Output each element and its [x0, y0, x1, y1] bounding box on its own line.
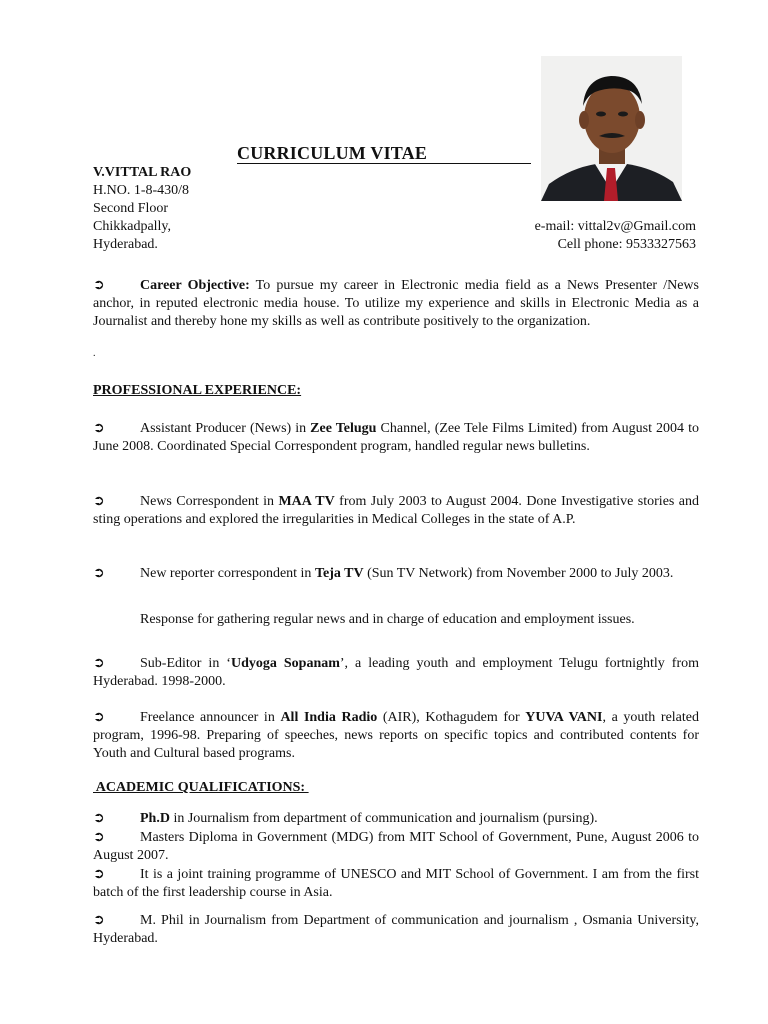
degree-name: Ph.D	[140, 811, 170, 826]
objective-label: Career Objective:	[140, 278, 250, 293]
academic-item-mdg	[93, 828, 699, 865]
stray-dot: .	[93, 348, 96, 359]
page-title: CURRICULUM VITAE	[237, 143, 531, 164]
experience-text: New reporter correspondent in	[140, 566, 315, 581]
address-line-2: Second Floor	[93, 201, 169, 216]
address-line-1: H.NO. 1-8-430/8	[93, 183, 190, 198]
employer-name: MAA TV	[278, 494, 335, 509]
academic-item-unesco	[93, 865, 699, 902]
experience-text: Freelance announcer in	[140, 710, 281, 725]
experience-text: from July 2003 to August 2004. Done Investigative stories and sting operations and explored the irregularities in Medical Colleges in the state of A.P.	[93, 494, 699, 527]
career-objective	[93, 276, 699, 331]
experience-text: Sub-Editor in ‘	[140, 656, 231, 671]
experience-item-maa	[93, 492, 699, 529]
arrow-bullet-icon: ➲	[93, 493, 105, 509]
experience-item-air	[93, 708, 699, 763]
academic-text: M. Phil in Journalism from Department of communication and journalism , Osmania University, Hyderabad.	[93, 913, 699, 946]
experience-text: (Sun TV Network) from November 2000 to July 2003.	[363, 566, 674, 581]
experience-item-teja	[93, 564, 699, 583]
experience-text: ’, a leading youth and employment Telugu fortnightly from Hyderabad. 1998-2000.	[93, 656, 699, 689]
email-line: e-mail: vittal2v@Gmail.com	[534, 219, 696, 234]
arrow-bullet-icon: ➲	[93, 277, 105, 293]
teja-note: Response for gathering regular news and in charge of education and employment issues.	[140, 612, 635, 627]
arrow-bullet-icon: ➲	[93, 709, 105, 725]
program-name: YUVA VANI	[525, 710, 603, 725]
experience-item-zee	[93, 419, 699, 456]
arrow-bullet-icon: ➲	[93, 829, 105, 845]
person-photo-icon	[541, 56, 682, 201]
arrow-bullet-icon: ➲	[93, 655, 105, 671]
employer-name: Teja TV	[314, 566, 364, 581]
phone-line: Cell phone: 9533327563	[557, 237, 696, 252]
experience-item-udyoga	[93, 654, 699, 691]
academic-text: in Journalism from department of communication and journalism (pursing).	[169, 811, 598, 826]
address-line-3: Chikkadpally,	[93, 219, 172, 234]
academic-text: It is a joint training programme of UNESCO and MIT School of Government. I am from the first batch of the first leadership course in Asia.	[93, 867, 699, 900]
experience-text: Assistant Producer (News) in	[140, 421, 311, 436]
candidate-name: V.VITTAL RAO	[93, 165, 192, 180]
objective-text: To pursue my career in Electronic media field as a News Presenter /News anchor, in reputed electronic media house. To utilize my experience and skills in Electronic Media as a Journalist and thereby hone my skills as well as contribute positively to the organization.	[93, 278, 699, 329]
academic-text: Masters Diploma in Government (MDG) from MIT School of Government, Pune, August 2006 to August 2007.	[93, 830, 699, 863]
experience-text: News Correspondent in	[140, 494, 279, 509]
employer-name: Zee Telugu	[310, 421, 377, 436]
arrow-bullet-icon: ➲	[93, 565, 105, 581]
experience-text: Channel, (Zee Tele Films Limited) from August 2004 to June 2008. Coordinated Special Correspondent program, handled regular news bulletins.	[93, 421, 699, 454]
academic-item-phd	[93, 809, 699, 828]
profile-photo	[541, 56, 682, 201]
arrow-bullet-icon: ➲	[93, 866, 105, 882]
experience-text: , a youth related program, 1996-98. Preparing of speeches, news reports on specific topics and contributed contents for Youth and Cultural based programs.	[93, 710, 700, 761]
address-line-4: Hyderabad.	[93, 237, 158, 252]
experience-text: (AIR), Kothagudem for	[377, 710, 526, 725]
arrow-bullet-icon: ➲	[93, 810, 105, 826]
employer-name: Udyoga Sopanam	[230, 656, 340, 671]
arrow-bullet-icon: ➲	[93, 420, 105, 436]
experience-heading: PROFESSIONAL EXPERIENCE:	[93, 383, 302, 398]
arrow-bullet-icon: ➲	[93, 912, 105, 928]
academic-heading: ACADEMIC QUALIFICATIONS:	[93, 780, 309, 795]
academic-item-mphil	[93, 911, 699, 948]
employer-name: All India Radio	[280, 710, 378, 725]
